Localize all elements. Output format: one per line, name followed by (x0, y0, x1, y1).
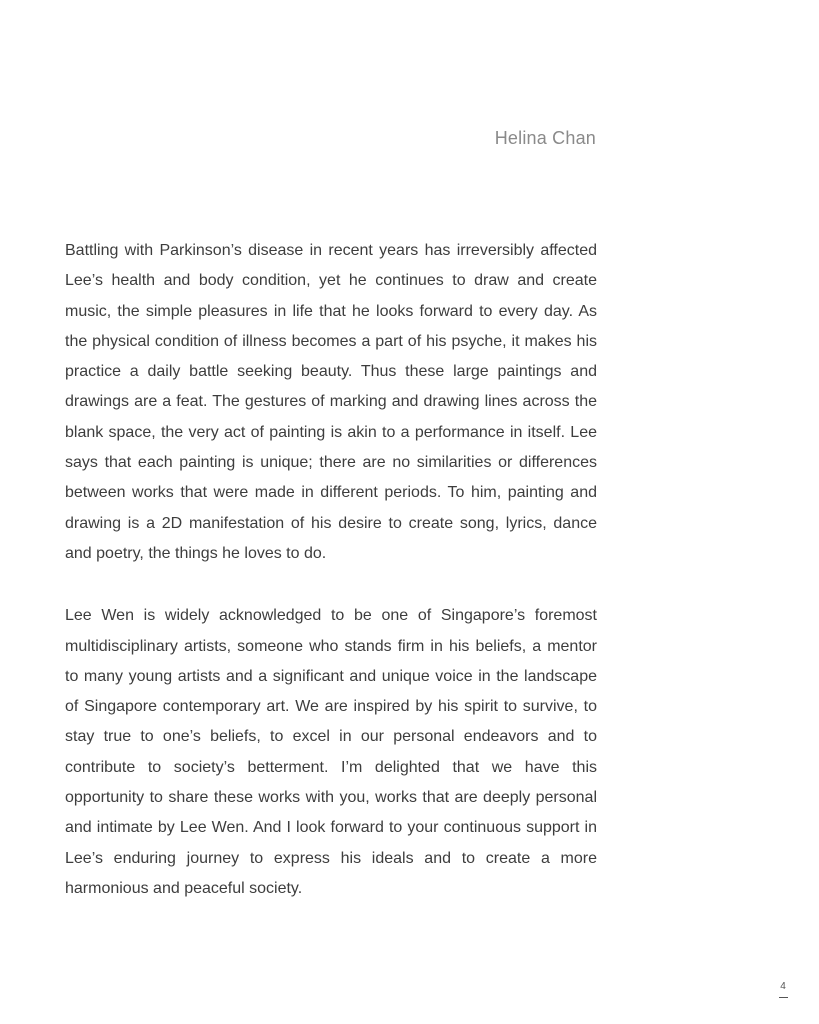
body-text (65, 236, 597, 936)
page-number-underline (779, 997, 788, 998)
paragraph-2: Lee Wen is widely acknowledged to be one of Singapore’s foremost multidisciplinary artists, someone who stands firm in his beliefs, a mentor to many young artists and a significant and unique voice in the landscape of Singapore contemporary art. We are inspired by his spirit to survive, to stay true to one’s beliefs, to excel in our personal endeavors and to contribute to society’s betterment. I’m delighted that we have this opportunity to share these works with you, works that are deeply personal and intimate by Lee Wen. And I look forward to your continuous support in Lee’s enduring journey to express his ideals and to create a more harmonious and peaceful society. (65, 607, 597, 897)
author-name: Helina Chan (494, 128, 596, 148)
page-number: 4 (780, 981, 786, 992)
paragraph-1: Battling with Parkinson’s disease in recent years has irreversibly affected Lee’s health and body condition, yet he continues to draw and create music, the simple pleasures in life that he looks forward to every day. As the physical condition of illness becomes a part of his psyche, it makes his practice a daily battle seeking beauty. Thus these large paintings and drawings are a feat. The gestures of marking and drawing lines across the blank space, the very act of painting is akin to a performance in itself. Lee says that each painting is unique; there are no similarities or differences between works that were made in different periods. To him, painting and drawing is a 2D manifestation of his desire to create song, lyrics, dance and poetry, the things he loves to do. (65, 242, 597, 562)
